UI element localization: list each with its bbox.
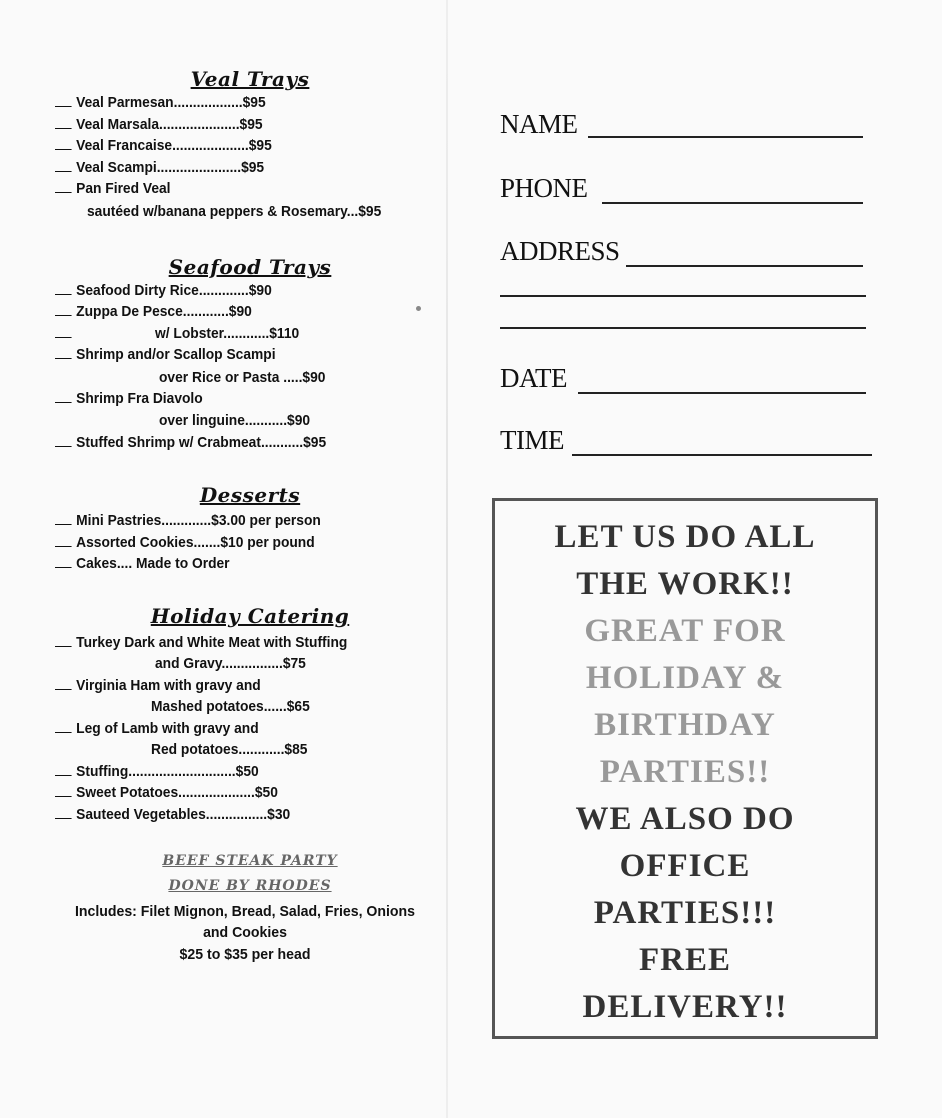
promo-line: FREE [638,942,731,978]
checkbox-line[interactable] [55,677,72,690]
checkbox-line[interactable] [55,534,72,547]
menu-item: Veal Francaise....................$95 [55,137,272,155]
menu-item: Virginia Ham with gravy and [55,677,261,695]
name-label: NAME [500,109,578,139]
menu-item: Sweet Potatoes....................$50 [55,784,278,802]
address-line-3[interactable] [500,327,866,329]
time-field[interactable] [500,424,874,456]
desserts-heading: Desserts [199,483,301,507]
item-description: Mashed potatoes......$65 [151,698,310,715]
item-description: over Rice or Pasta .....$90 [159,369,326,386]
item-description: and Gravy................$75 [155,655,306,672]
checkbox-line[interactable] [55,325,72,338]
menu-item: Stuffing............................$50 [55,763,259,781]
promo-line: WE ALSO DO [575,801,795,837]
promo-line: HOLIDAY & [585,660,785,696]
veal-trays-heading: Veal Trays [190,67,310,91]
address-field[interactable] [500,235,865,267]
address-label: ADDRESS [500,236,620,266]
time-line[interactable] [572,454,872,456]
checkbox-line[interactable] [55,806,72,819]
checkbox-line[interactable] [55,720,72,733]
menu-item: Turkey Dark and White Meat with Stuffing [55,634,347,652]
promo-line: LET US DO ALL [554,519,816,555]
checkbox-line[interactable] [55,137,72,150]
address-line-2[interactable] [500,295,866,297]
promo-line: BIRTHDAY [594,707,776,743]
beef-price: $25 to $35 per head [179,946,311,963]
checkbox-line[interactable] [55,555,72,568]
promo-line: DELIVERY!! [582,989,788,1025]
holiday-catering-heading: Holiday Catering [150,604,350,628]
address-line[interactable] [626,265,863,267]
menu-item: Pan Fired Veal [55,180,171,198]
menu-item: Veal Marsala.....................$95 [55,116,263,134]
menu-item [55,325,76,343]
phone-line[interactable] [602,202,863,204]
item-description: sautéed w/banana peppers & Rosemary...$95 [87,203,382,220]
menu-item: Veal Scampi......................$95 [55,159,264,177]
checkbox-line[interactable] [55,346,72,359]
date-line[interactable] [578,392,866,394]
checkbox-line[interactable] [55,390,72,403]
promo-line: GREAT FOR [584,613,786,649]
menu-item: Shrimp and/or Scallop Scampi [55,346,276,364]
menu-item: Sauteed Vegetables................$30 [55,806,290,824]
done-by-rhodes-heading: DONE BY RHODES [168,878,332,894]
time-label: TIME [500,425,564,455]
checkbox-line[interactable] [55,634,72,647]
page-fold [446,0,448,1118]
beef-includes-text-cont: and Cookies [203,924,287,941]
date-field[interactable] [500,362,868,394]
checkbox-line[interactable] [55,434,72,447]
menu-item: Shrimp Fra Diavolo [55,390,203,408]
checkbox-line[interactable] [55,282,72,295]
paper-speck [416,306,421,311]
promo-box [492,498,878,1039]
promo-line: PARTIES!!! [593,895,777,931]
menu-item: Veal Parmesan..................$95 [55,94,266,112]
checkbox-line[interactable] [55,784,72,797]
menu-item: Assorted Cookies.......$10 per pound [55,534,315,552]
promo-line: PARTIES!! [599,754,771,790]
checkbox-line[interactable] [55,159,72,172]
menu-item: Leg of Lamb with gravy and [55,720,259,738]
checkbox-line[interactable] [55,94,72,107]
item-variant: w/ Lobster............$110 [155,325,300,342]
promo-line: THE WORK!! [576,566,794,602]
name-line[interactable] [588,136,863,138]
promo-line: OFFICE [619,848,751,884]
checkbox-line[interactable] [55,116,72,129]
menu-item: Zuppa De Pesce............$90 [55,303,252,321]
phone-label: PHONE [500,173,588,203]
name-field[interactable] [500,108,865,140]
menu-item: Mini Pastries.............$3.00 per person [55,512,321,530]
menu-item: Stuffed Shrimp w/ Crabmeat...........$95 [55,434,326,452]
checkbox-line[interactable] [55,303,72,316]
checkbox-line[interactable] [55,512,72,525]
beef-includes-text: Includes: Filet Mignon, Bread, Salad, Fries, Onions [74,903,416,920]
menu-item: Cakes.... Made to Order [55,555,230,573]
item-description: Red potatoes............$85 [151,741,308,758]
seafood-trays-heading: Seafood Trays [168,255,332,279]
checkbox-line[interactable] [55,180,72,193]
item-description: over linguine...........$90 [159,412,311,429]
date-label: DATE [500,363,567,393]
checkbox-line[interactable] [55,763,72,776]
menu-item: Seafood Dirty Rice.............$90 [55,282,272,300]
beef-steak-party-heading: BEEF STEAK PARTY [162,853,338,869]
phone-field[interactable] [500,172,865,204]
